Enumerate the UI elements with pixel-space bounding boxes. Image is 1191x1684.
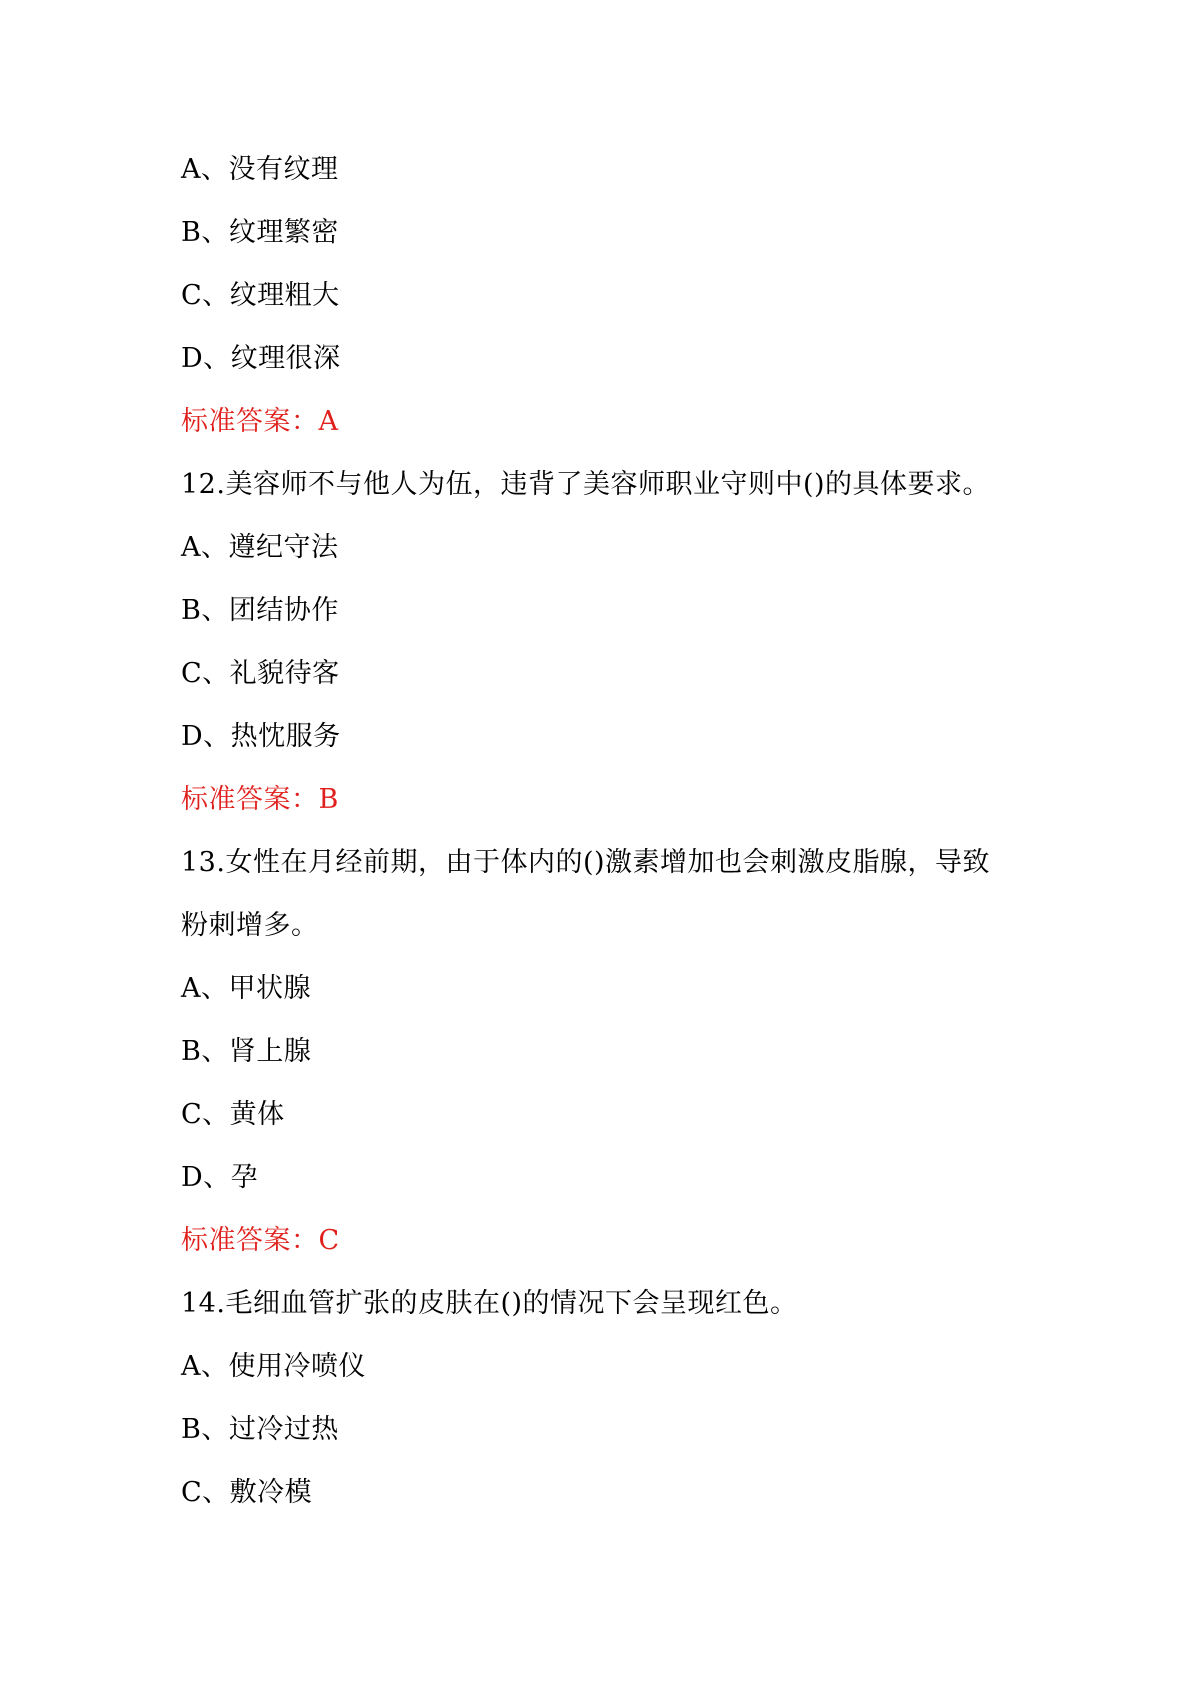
- q12-option-c: C、礼貌待客: [181, 658, 340, 689]
- q12-question: 12.美容师不与他人为伍，违背了美容师职业守则中()的具体要求。: [181, 469, 991, 500]
- q12-option-b: B、团结协作: [181, 595, 339, 626]
- answer-label: 标准答案：: [181, 1225, 319, 1256]
- q11-option-b: B、纹理繁密: [181, 217, 339, 248]
- answer-value: B: [318, 784, 339, 815]
- q13-answer: [181, 1225, 1061, 1257]
- q13-question-line-1: 13.女性在月经前期，由于体内的()激素增加也会刺激皮脂腺，导致: [181, 847, 991, 878]
- answer-value: A: [318, 406, 339, 437]
- q11-option-a: A、没有纹理: [181, 154, 339, 185]
- q14-question: 14.毛细血管扩张的皮肤在()的情况下会呈现红色。: [181, 1288, 798, 1319]
- q13-option-c: C、黄体: [181, 1099, 285, 1130]
- q14-option-c: C、敷冷模: [181, 1477, 313, 1508]
- q13-question-line-2: 粉刺增多。: [181, 910, 319, 941]
- q11-option-c: C、纹理粗大: [181, 280, 340, 311]
- answer-value: C: [318, 1225, 340, 1256]
- answer-label: 标准答案：: [181, 784, 319, 815]
- q13-option-a: A、甲状腺: [181, 973, 311, 1004]
- q12-option-d: D、热忱服务: [181, 721, 341, 752]
- q14-option-a: A、使用冷喷仪: [181, 1351, 366, 1382]
- q13-option-b: B、肾上腺: [181, 1036, 312, 1067]
- q11-option-d: D、纹理很深: [181, 343, 341, 374]
- answer-label: 标准答案：: [181, 406, 319, 437]
- q14-option-b: B、过冷过热: [181, 1414, 339, 1445]
- q12-option-a: A、遵纪守法: [181, 532, 339, 563]
- q12-answer: [181, 784, 1061, 816]
- q13-option-d: D、孕: [181, 1162, 259, 1193]
- q11-answer: [181, 406, 1061, 438]
